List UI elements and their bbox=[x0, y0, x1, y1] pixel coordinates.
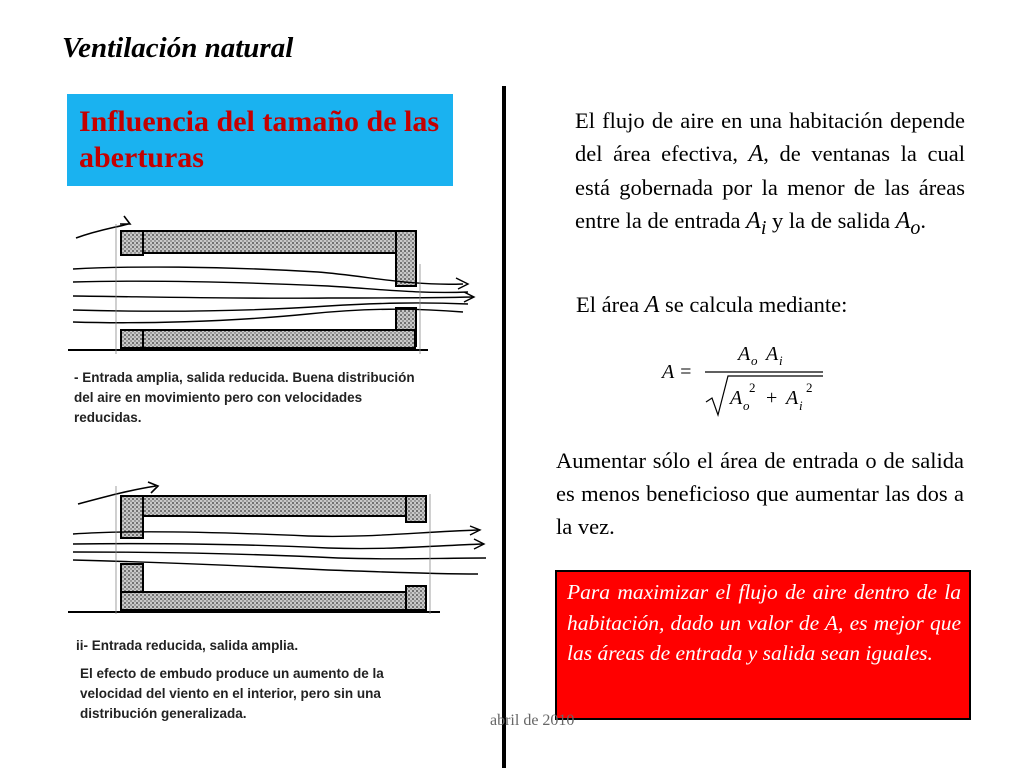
svg-text:i: i bbox=[799, 398, 803, 413]
caption2-line4: distribución generalizada. bbox=[80, 706, 247, 721]
effective-area-paragraph: El flujo de aire en una habitación depende del área efectiva, A, de ventanas la cual está gobernada por la menor de las áreas entre la de entrada $A_i$ y la de salida $A_o$. bbox=[575, 108, 965, 239]
svg-text:A: A bbox=[738, 343, 751, 365]
subtitle-text: Influencia del tamaño de las aberturas bbox=[79, 105, 440, 174]
svg-text:i: i bbox=[779, 353, 783, 368]
highlight-note bbox=[555, 570, 971, 720]
symbol-a: A bbox=[748, 141, 764, 167]
svg-text:A: A bbox=[786, 387, 799, 409]
svg-text:A =: A = bbox=[662, 361, 693, 383]
slide-title: Ventilación natural bbox=[62, 32, 294, 64]
symbol-a-2: A bbox=[644, 292, 660, 318]
effective-area-formula bbox=[660, 338, 840, 418]
recommendation-paragraph: Aumentar sólo el área de entrada o de salida es menos beneficioso que aumentar las dos a la vez. bbox=[556, 448, 964, 539]
caption1-line1: - Entrada amplia, salida reducida. Buena distribución bbox=[74, 370, 415, 385]
svg-text:o: o bbox=[743, 398, 750, 413]
diagram-wide-inlet bbox=[68, 216, 474, 425]
symbol-ao: $A_o$ bbox=[895, 208, 921, 239]
caption2-line2: El efecto de embudo produce un aumento de la bbox=[80, 666, 384, 681]
diagram-narrow-inlet bbox=[68, 482, 486, 721]
caption2-line1: ii- Entrada reducida, salida amplia. bbox=[76, 638, 299, 653]
svg-text:A: A bbox=[766, 343, 779, 365]
vertical-divider bbox=[502, 86, 506, 768]
svg-text:o: o bbox=[751, 353, 758, 368]
svg-text:2: 2 bbox=[806, 380, 813, 395]
svg-text:+: + bbox=[766, 387, 778, 409]
svg-text:2: 2 bbox=[749, 380, 756, 395]
caption1-line2: del aire en movimiento pero con velocidades bbox=[74, 390, 363, 405]
formula-intro: El área A se calcula mediante: bbox=[576, 292, 848, 318]
subtitle-box bbox=[67, 94, 453, 186]
symbol-ai: $A_i$ bbox=[746, 208, 767, 239]
airflow-figure bbox=[68, 194, 492, 742]
footer-date: abril de 2010 bbox=[490, 712, 575, 729]
airflow-diagrams bbox=[68, 194, 492, 742]
caption2-line3: velocidad del viento en el interior, pero sin una bbox=[80, 686, 381, 701]
caption1-line3: reducidas. bbox=[74, 410, 142, 425]
svg-text:A: A bbox=[730, 387, 743, 409]
highlight-note-text: Para maximizar el flujo de aire dentro de la habitación, dado un valor de A, es mejor que las áreas de entrada y salida sean iguales. bbox=[567, 580, 961, 665]
